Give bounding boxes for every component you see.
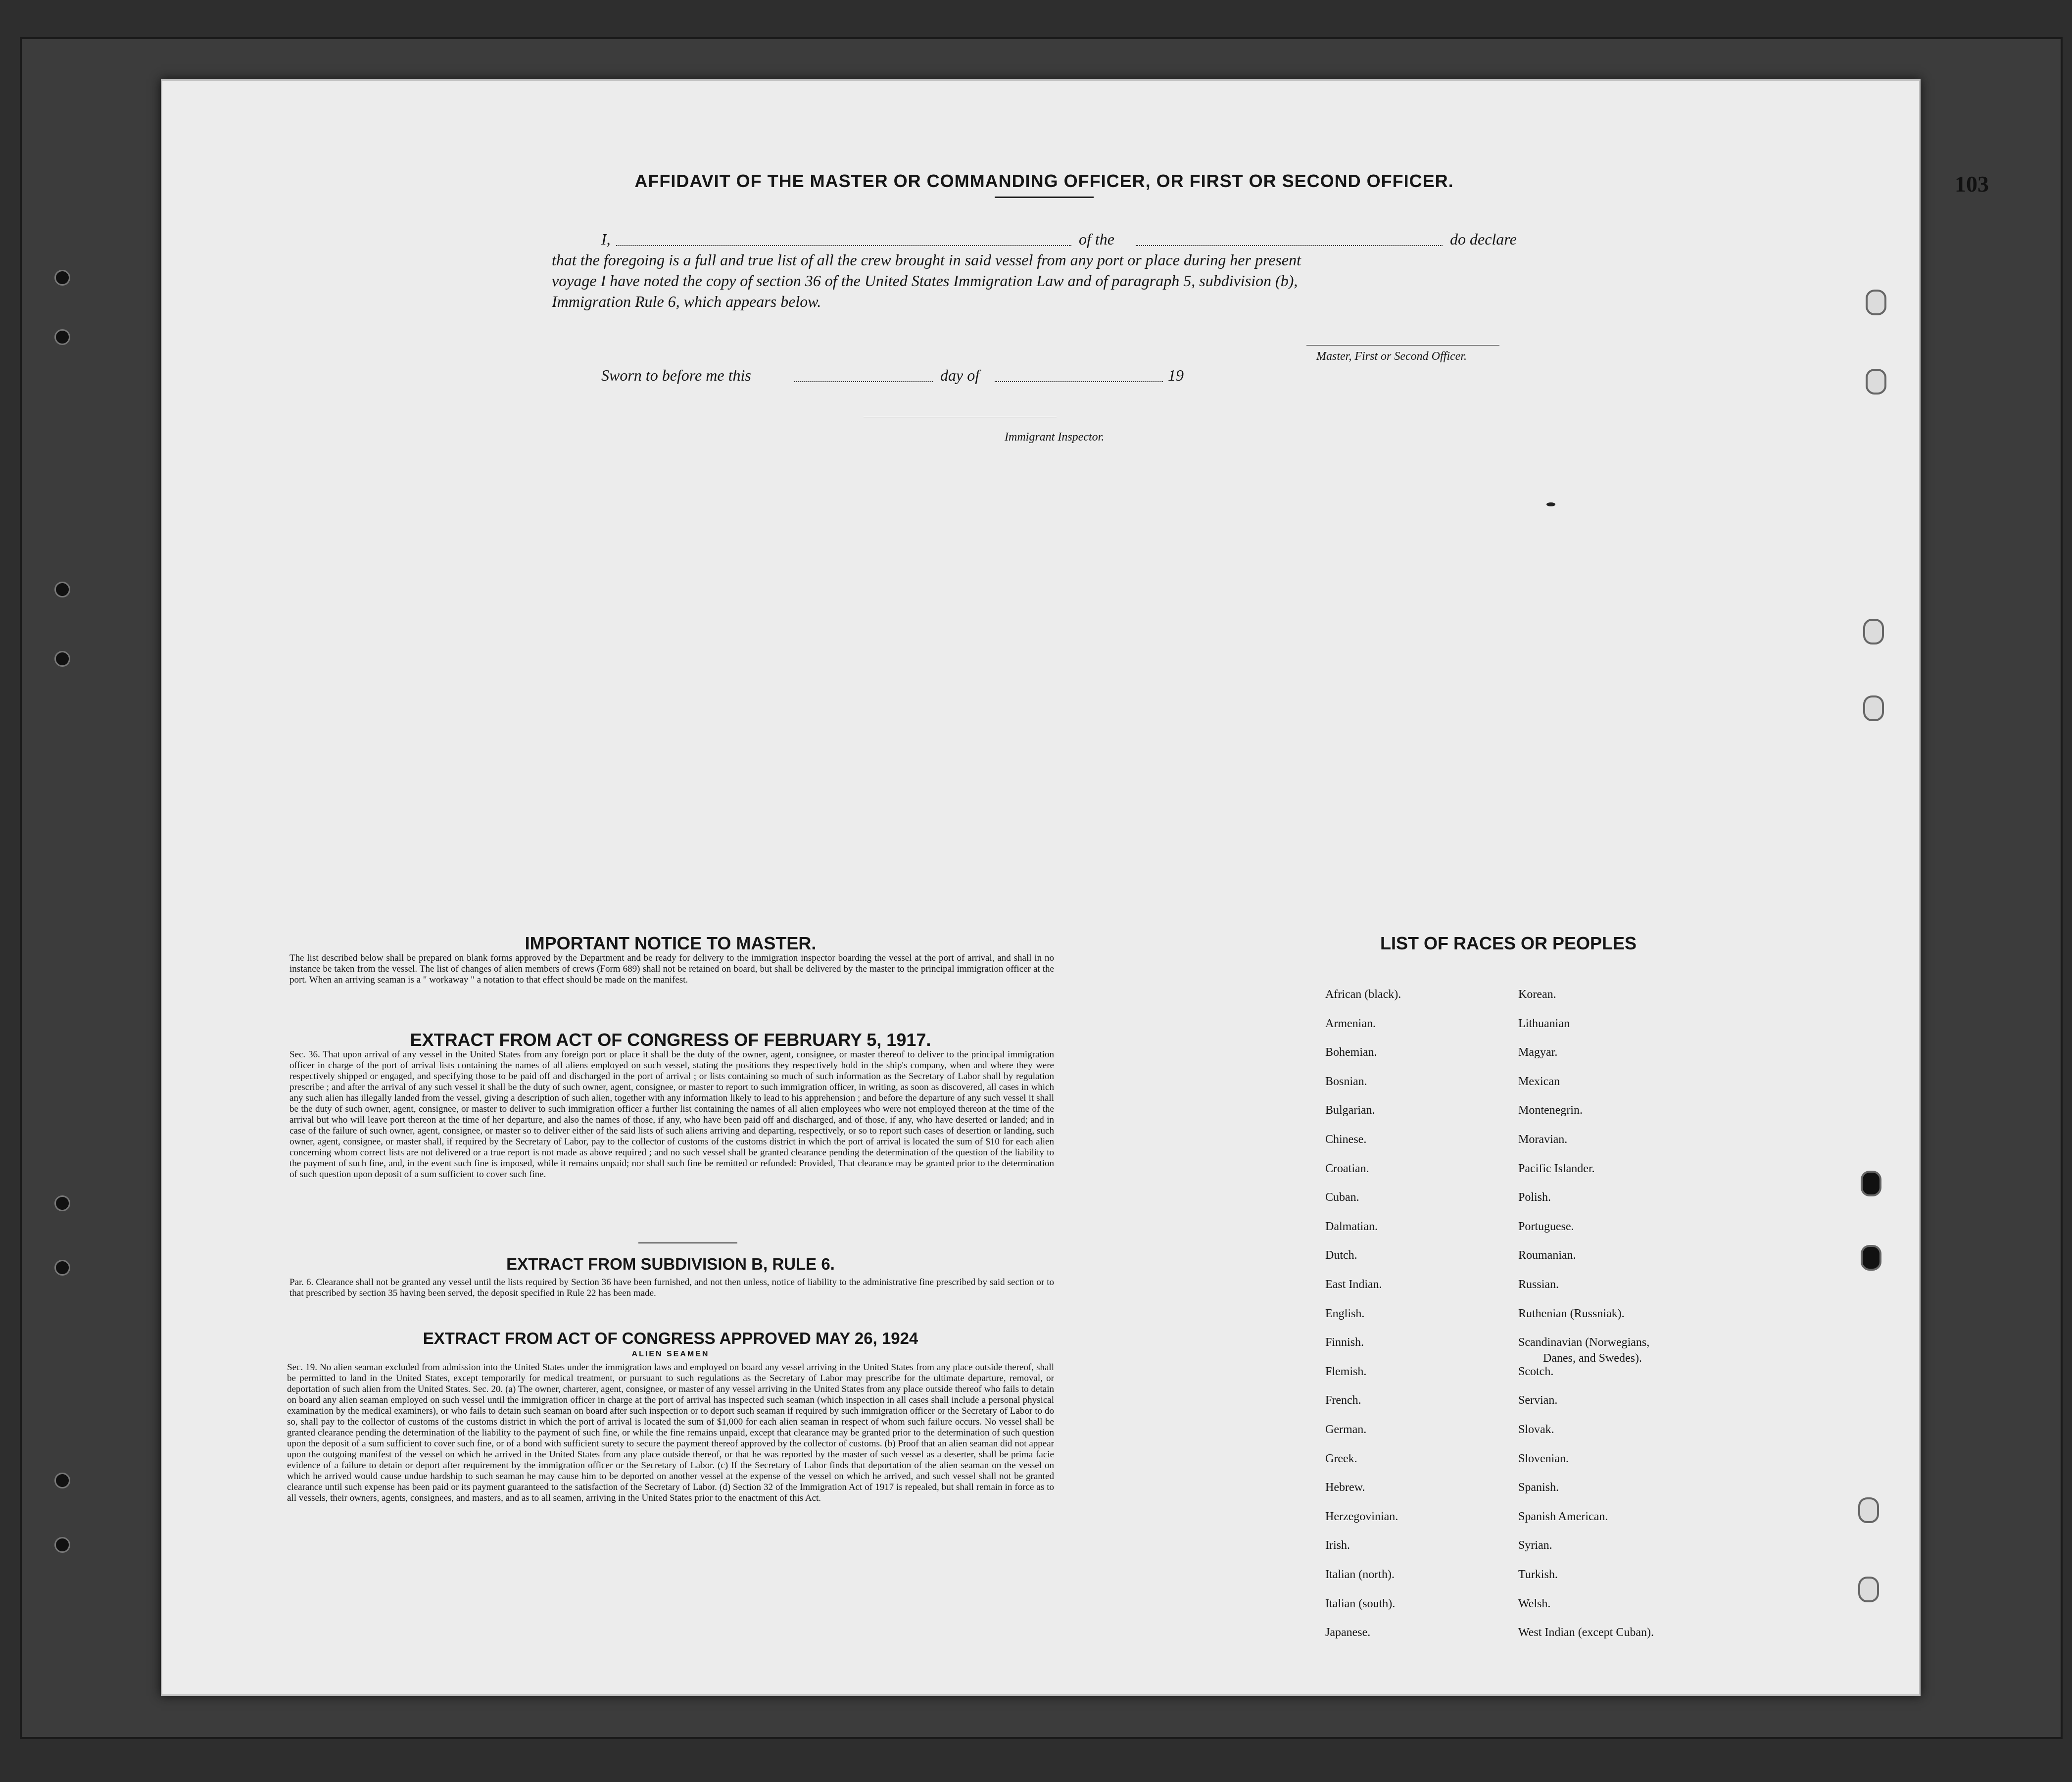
- race-entry: Chinese.: [1325, 1133, 1367, 1146]
- race-entry: Magyar.: [1518, 1046, 1558, 1059]
- race-entry: Welsh.: [1518, 1597, 1551, 1610]
- sworn-month-line[interactable]: [995, 381, 1163, 382]
- race-entry: Roumanian.: [1518, 1249, 1576, 1262]
- race-entry: Syrian.: [1518, 1539, 1552, 1552]
- race-entry: Lithuanian: [1518, 1017, 1570, 1030]
- race-entry: Italian (north).: [1325, 1568, 1395, 1581]
- race-entry: Scotch.: [1518, 1365, 1554, 1378]
- race-entry: German.: [1325, 1423, 1367, 1436]
- day-of-label: day of: [940, 366, 980, 384]
- punch-hole: [1863, 695, 1884, 721]
- notice-text: The list described below shall be prepared on blank forms approved by the Department and be ready for delivery to the immigration inspector boarding the vessel at the port of arrival, and shall in no instance be taken from the vessel. The list of changes of alien members of crews (Form 689) shall not be retained on board, but shall be delivered by the master to the principal immigration officer at the port. When an arriving seaman is a " workaway " a notation to that effect should be made on the manifest.: [289, 953, 1054, 985]
- master-signature-line[interactable]: [1306, 345, 1499, 346]
- race-entry: Russian.: [1518, 1278, 1559, 1291]
- binder-ring: [54, 582, 70, 597]
- binder-ring: [54, 1473, 70, 1488]
- race-entry: Montenegrin.: [1518, 1104, 1583, 1117]
- race-entry: English.: [1325, 1307, 1365, 1320]
- punch-hole: [1858, 1497, 1879, 1523]
- sworn-date-line[interactable]: [794, 381, 933, 382]
- page-number: 103: [1955, 171, 1989, 197]
- race-entry: Hebrew.: [1325, 1481, 1365, 1494]
- section-divider: [638, 1242, 737, 1243]
- master-signature-label: Master, First or Second Officer.: [1316, 350, 1467, 363]
- race-entry: Armenian.: [1325, 1017, 1376, 1030]
- race-entry: Servian.: [1518, 1394, 1558, 1407]
- race-entry: Slovak.: [1518, 1423, 1554, 1436]
- race-entry: Mexican: [1518, 1075, 1560, 1088]
- race-entry: Danes, and Swedes).: [1543, 1352, 1642, 1365]
- ink-mark: [1546, 502, 1555, 506]
- race-entry: Portuguese.: [1518, 1220, 1574, 1233]
- notice-heading: IMPORTANT NOTICE TO MASTER.: [525, 933, 817, 953]
- declarant-name-line[interactable]: [616, 245, 1071, 246]
- act-1917-heading: EXTRACT FROM ACT OF CONGRESS OF FEBRUARY 5, 1917.: [410, 1030, 931, 1050]
- rule-6-heading: EXTRACT FROM SUBDIVISION B, RULE 6.: [506, 1255, 835, 1273]
- binder-ring: [54, 270, 70, 286]
- race-entry: Japanese.: [1325, 1626, 1371, 1639]
- rule-6-text: Par. 6. Clearance shall not be granted any vessel until the lists required by Section 36 have been furnished, and not then unless, notice of liability to the administrative fine prescribed by said section or to that prescribed by section 35 having been served, the deposit specified in Rule 22 has been made.: [289, 1277, 1054, 1298]
- race-entry: Cuban.: [1325, 1191, 1359, 1204]
- punch-hole: [1866, 369, 1886, 395]
- race-entry: Spanish American.: [1518, 1510, 1608, 1523]
- sworn-label: Sworn to before me this: [601, 366, 751, 384]
- binder-ring: [54, 329, 70, 345]
- year-label: 19: [1168, 366, 1184, 384]
- race-entry: Greek.: [1325, 1452, 1357, 1465]
- race-entry: Dutch.: [1325, 1249, 1357, 1262]
- declaration-line-2: that the foregoing is a full and true list of all the crew brought in said vessel from any port or place during her present: [552, 251, 1301, 269]
- act-1924-text: Sec. 19. No alien seaman excluded from admission into the United States under the immigration laws and employed on board any vessel arriving in the United States from any place outside thereof, shall be permitted to land in the United States, except temporarily for medical treatment, or pursuant to such regulations as the Secretary of Labor may prescribe for the ultimate departure, removal, or deportation of such alien from the United States. Sec. 20. (a) The owner, charterer, agent, consignee, or master of any vessel arriving in the United States from any place outside thereof who fails to detain on board any alien seaman employed on such vessel until the immigration officer in charge at the port of arrival has inspected such seaman (which inspection in all cases shall include a personal physical examination by the medical examiners), or who fails to detain such seaman on board after such inspection or to deport such seaman if required by such immigration officer or the Secretary of Labor to do so, shall pay to the collector of customs of the customs district in which the port of arrival is located the sum of $1,000 for each alien seaman in respect of whom such failure occurs. No vessel shall be granted clearance pending the determination of the liability to the payment of such fine, or while the fine remains unpaid, except that clearance may be granted prior to the determination of such question upon the deposit of a sum sufficient to cover such fine, or of a bond with sufficient surety to secure the payment thereof approved by the collector of customs. (b) Proof that an alien seaman did not appear upon the outgoing manifest of the vessel on which he arrived in the United States from any place outside thereof, or that he was reported by the master of such vessel as a deserter, shall be prima facie evidence of a failure to detain or deport after requirement by the immigration officer or the Secretary of Labor. (c) If the Secretary of Labor finds that deportation of the alien seaman on the vessel on which he arrived would cause undue hardship to such seaman he may cause him to be deported on another vessel at the expense of the vessel on which he arrived, and such vessel shall not be granted clearance until such expense has been paid or its payment guaranteed to the satisfaction of the Secretary of Labor. (d) Section 32 of the Immigration Act of 1917 is repealed, but shall remain in force as to all vessels, their owners, agents, consignees, and masters, and as to all seamen, arriving in the United States prior to the enactment of this Act.: [287, 1362, 1054, 1503]
- title-underline: [995, 197, 1094, 198]
- punch-hole: [1861, 1171, 1881, 1196]
- race-entry: Italian (south).: [1325, 1597, 1396, 1610]
- declaration-line-3: voyage I have noted the copy of section 36 of the United States Immigration Law and of paragraph 5, subdivision (b),: [552, 272, 1298, 290]
- declaration-line-4: Immigration Rule 6, which appears below.: [552, 293, 821, 310]
- punch-hole: [1858, 1577, 1879, 1602]
- race-entry: Scandinavian (Norwegians,: [1518, 1336, 1650, 1349]
- race-entry: Bulgarian.: [1325, 1104, 1375, 1117]
- race-entry: Herzegovinian.: [1325, 1510, 1398, 1523]
- race-entry: Pacific Islander.: [1518, 1162, 1595, 1175]
- act-1924-heading: EXTRACT FROM ACT OF CONGRESS APPROVED MAY 26, 1924: [423, 1329, 918, 1347]
- declarant-label: I,: [601, 230, 611, 248]
- race-entry: Ruthenian (Russniak).: [1518, 1307, 1625, 1320]
- race-entry: Dalmatian.: [1325, 1220, 1378, 1233]
- race-entry: French.: [1325, 1394, 1361, 1407]
- binder-ring: [54, 1260, 70, 1276]
- punch-hole: [1861, 1245, 1881, 1271]
- race-entry: West Indian (except Cuban).: [1518, 1626, 1654, 1639]
- race-entry: African (black).: [1325, 988, 1401, 1001]
- act-1917-text: Sec. 36. That upon arrival of any vessel in the United States from any foreign port or place it shall be the duty of the owner, agent, consignee, or master thereof to deliver to the principal immigration officer in charge of the port of arrival lists containing the names of all aliens employed on such vessel, stating the positions they respectively hold in the ship's company, when and where they were respectively shipped or engaged, and specifying those to be paid off and discharged in the port of arrival ; or lists containing so much of such information as the Secretary of Labor shall by regulation prescribe ; and after the arrival of any such vessel it shall be the duty of such owner, agent, consignee, or master to report to such immigration officer, in writing, as soon as discovered, all cases in which any such alien has illegally landed from the vessel, giving a description of such alien, together with any information likely to lead to his apprehension ; and before the departure of any such vessel it shall be the duty of such owner, agent, consignee, or master to deliver to such immigration officer a further list containing the names of all alien employees who were not employed thereon at the time of the arrival but who will leave port thereon at the time of her departure, and also the names of those, if any, who have been paid off and discharged, and of those, if any, who have deserted or landed; and in case of the failure of such owner, agent, consignee, or master so to deliver either of the said lists of such aliens arriving and departing, respectively, or so to report such cases of desertion or landing, such owner, agent, consignee, or master shall, if required by the Secretary of Labor, pay to the collector of customs of the customs district in which the port of arrival is located the sum of $10 for each alien concerning whom correct lists are not delivered or a true report is not made as above required ; and no such vessel shall be granted clearance pending the determination of the question of the liability to the payment of such fine, and, in the event such fine is imposed, while it remains unpaid; nor shall such fine be remitted or refunded: Provided, That clearance may be granted prior to the determination of such question upon deposit of a sum sufficient to cover such fine.: [289, 1049, 1054, 1180]
- race-entry: Slovenian.: [1518, 1452, 1569, 1465]
- races-heading: LIST OF RACES OR PEOPLES: [1380, 933, 1637, 953]
- race-entry: Croatian.: [1325, 1162, 1369, 1175]
- race-entry: Flemish.: [1325, 1365, 1367, 1378]
- race-entry: Polish.: [1518, 1191, 1551, 1204]
- race-entry: Turkish.: [1518, 1568, 1558, 1581]
- race-entry: Bohemian.: [1325, 1046, 1377, 1059]
- alien-seamen-subtitle: ALIEN SEAMEN: [631, 1350, 710, 1358]
- race-entry: Bosnian.: [1325, 1075, 1367, 1088]
- punch-hole: [1863, 619, 1884, 644]
- race-entry: Korean.: [1518, 988, 1556, 1001]
- inspector-label: Immigrant Inspector.: [1005, 431, 1105, 444]
- affidavit-title: AFFIDAVIT OF THE MASTER OR COMMANDING OFFICER, OR FIRST OR SECOND OFFICER.: [634, 171, 1454, 191]
- race-entry: Irish.: [1325, 1539, 1350, 1552]
- punch-hole: [1866, 290, 1886, 315]
- vessel-name-line[interactable]: [1136, 245, 1443, 246]
- race-entry: Finnish.: [1325, 1336, 1364, 1349]
- race-entry: East Indian.: [1325, 1278, 1382, 1291]
- binder-ring: [54, 1537, 70, 1553]
- binder-ring: [54, 651, 70, 667]
- race-entry: Spanish.: [1518, 1481, 1559, 1494]
- binder-ring: [54, 1195, 70, 1211]
- do-declare-label: do declare: [1450, 230, 1517, 248]
- race-entry: Moravian.: [1518, 1133, 1568, 1146]
- of-the-label: of the: [1079, 230, 1114, 248]
